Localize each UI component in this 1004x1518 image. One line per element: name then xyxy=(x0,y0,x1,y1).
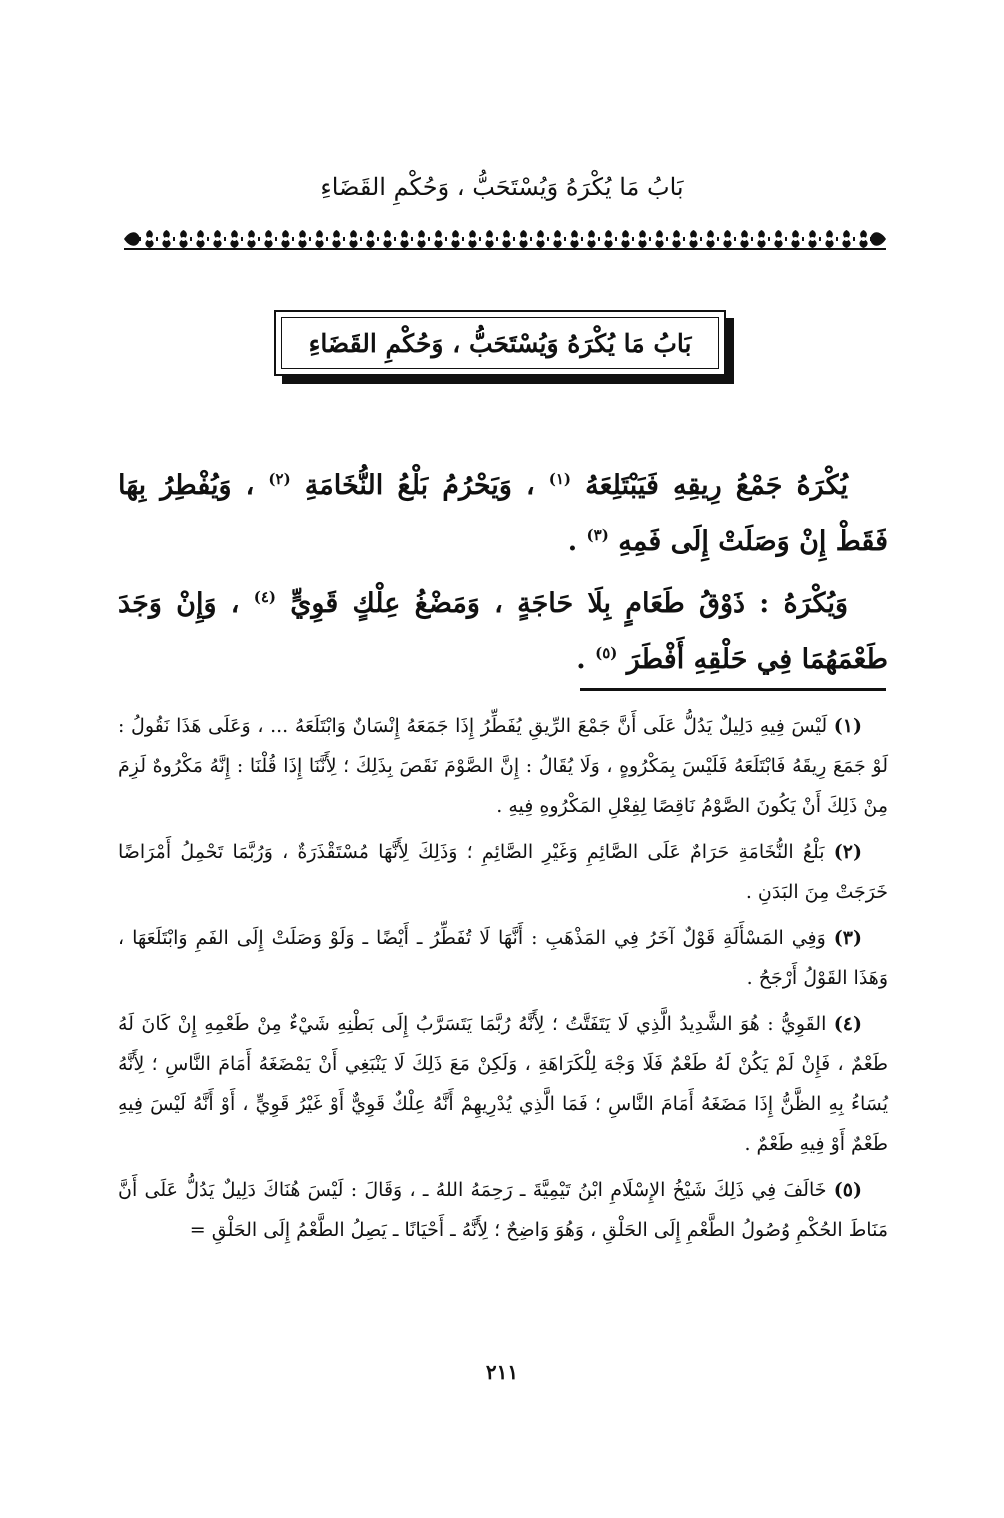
page-number: ٢١١ xyxy=(485,1360,519,1384)
chapter-title-box xyxy=(274,310,726,376)
ornamental-border xyxy=(124,228,886,250)
footnotes xyxy=(118,706,888,1256)
footnote-ref: (٤) xyxy=(253,588,277,606)
main-text xyxy=(118,458,888,688)
footnote-ref: (٥) xyxy=(595,644,618,662)
footnote-number: (١) xyxy=(833,715,862,737)
text-segment: وَيُكْرَهُ : ذَوْقُ طَعَامٍ بِلَا حَاجَةٍ ، وَمَضْغُ عِلْكٍ قَوِيٍّ xyxy=(290,588,849,619)
chapter-title: بَابُ مَا يُكْرَهُ وَيُسْتَحَبُّ ، وَحُكْمِ القَضَاءِ xyxy=(281,317,719,369)
footnote xyxy=(118,832,888,912)
footnote-ref: (١) xyxy=(548,470,572,488)
footnote xyxy=(118,1170,888,1250)
text-segment: ، وَإِنْ وَجَدَ طَعْمَهُمَا فِي حَلْقِهِ أَفْطَرَ xyxy=(118,588,888,675)
footnote xyxy=(118,706,888,826)
footnote-text: وَفِي المَسْأَلَةِ قَوْلٌ آخَرُ فِي المَذْهَبِ : أَنَّهَا لَا تُفَطِّرُ ـ أَيْضًا ـ وَلَوْ وَصَلَتْ إِلَى الفَمِ وَابْتَلَعَهَا ، وَهَذَا القَوْلُ أَرْجَحُ . xyxy=(118,927,888,989)
footnote-number: (٥) xyxy=(833,1179,863,1201)
footnote xyxy=(118,918,888,998)
footnote-text: خَالَفَ فِي ذَلِكَ شَيْخُ الإِسْلَامِ ابْنُ تَيْمِيَّةَ ـ رَحِمَهُ اللهُ ـ ، وَقَالَ : لَيْسَ هُنَاكَ دَلِيلٌ يَدُلُّ عَلَى أَنَّ مَنَاطَ الحُكْمِ وُصُولُ الطَّعْمِ إِلَى الحَلْقِ ، وَهُوَ وَاضِحٌ ؛ لِأَنَّهُ ـ أَحْيَانًا ـ يَصِلُ الطَّعْمُ إِلَى الحَلْقِ = xyxy=(118,1179,888,1241)
text-segment: . xyxy=(576,644,596,675)
footnote-ref: (٢) xyxy=(268,470,291,488)
footnote-number: (٤) xyxy=(833,1013,863,1035)
footnote xyxy=(118,1004,888,1164)
main-paragraph xyxy=(118,576,888,688)
footnote-text: القَوِيُّ : هُوَ الشَّدِيدُ الَّذِي لَا يَتَفَتَّتُ ؛ لِأَنَّهُ رُبَّمَا يَتَسَرَّبُ إِلَى بَطْنِهِ شَيْءٌ مِنْ طَعْمِهِ إِنْ كَانَ لَهُ طَعْمٌ ، فَإِنْ لَمْ يَكُنْ لَهُ طَعْمٌ فَلَا وَجْهَ لِلْكَرَاهَةِ ، وَلَكِنْ مَعَ ذَلِكَ لَا يَنْبَغِي أَنْ يَمْضَغَهُ أَمَامَ النَّاسِ ؛ لِأَنَّهُ يُسَاءُ بِهِ الظَّنُّ إِذَا مَضَغَهُ أَمَامَ النَّاسِ ؛ فَمَا الَّذِي يُدْرِيهِمْ أَنَّهُ عِلْكٌ قَوِيٌّ أَوْ غَيْرُ قَوِيٍّ ، أَوْ أَنَّهُ لَيْسَ فِيهِ طَعْمٌ أَوْ فِيهِ طَعْمٌ . xyxy=(118,1013,888,1155)
footnote-text: لَيْسَ فِيهِ دَلِيلٌ يَدُلُّ عَلَى أَنَّ جَمْعَ الرِّيقِ يُفَطِّرُ إِذَا جَمَعَهُ إِنْسَانٌ وَابْتَلَعَهُ ... ، وَعَلَى هَذَا نَقُولُ : لَوْ جَمَعَ رِيقَهُ فَابْتَلَعَهُ فَلَيْسَ بِمَكْرُوهٍ ، وَلَا يُقَالُ : إِنَّ الصَّوْمَ نَقَصَ بِذَلِكَ ؛ لِأَنَّنَا إِذَا قُلْنَا : إِنَّهُ مَكْرُوهٌ لَزِمَ مِنْ ذَلِكَ أَنْ يَكُونَ الصَّوْمُ نَاقِصًا لِفِعْلِ المَكْرُوهِ فِيهِ . xyxy=(118,715,888,817)
main-paragraph xyxy=(118,458,888,570)
text-segment: ، وَيَحْرُمُ بَلْعُ النُّخَامَةِ xyxy=(304,470,549,501)
footnote-ref: (٣) xyxy=(586,526,609,544)
footnote-number: (٢) xyxy=(833,841,862,863)
text-segment: يُكْرَهُ جَمْعُ رِيقِهِ فَيَبْتَلِعَهُ xyxy=(585,470,848,501)
text-segment: ، وَيُفْطِرُ بِهَا فَقَطْ إِنْ وَصَلَتْ إِلَى فَمِهِ xyxy=(118,470,888,557)
running-head: بَابُ مَا يُكْرَهُ وَيُسْتَحَبُّ ، وَحُكْمِ القَضَاءِ xyxy=(320,173,684,201)
footnote-text: بَلْعُ النُّخَامَةِ حَرَامٌ عَلَى الصَّائِمِ وَغَيْرِ الصَّائِمِ ؛ وَذَلِكَ لِأَنَّهَا مُسْتَقْذَرَةٌ ، وَرُبَّمَا تَحْمِلُ أَمْرَاضًا خَرَجَتْ مِنَ البَدَنِ . xyxy=(118,841,888,903)
footnote-separator xyxy=(580,688,886,691)
footnote-number: (٣) xyxy=(833,927,862,949)
text-segment: . xyxy=(567,526,587,557)
